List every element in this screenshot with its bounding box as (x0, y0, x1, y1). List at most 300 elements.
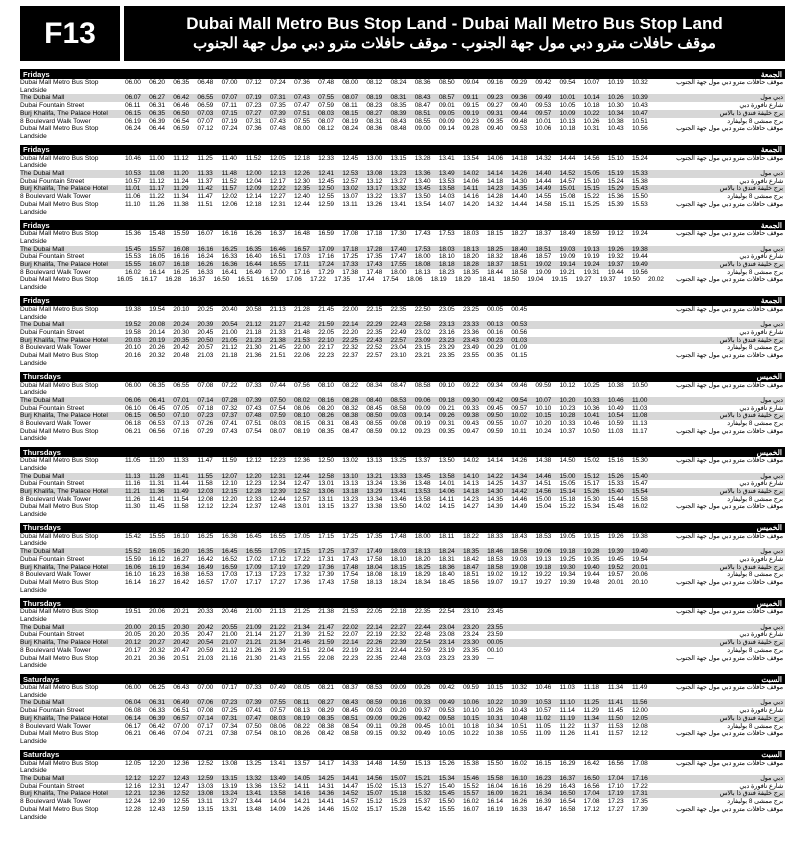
departure-time: 09.09 (414, 404, 431, 412)
departure-time: 14.44 (511, 200, 528, 208)
stop-name-arabic: شارع نافورة دبي (739, 631, 783, 639)
stop-name-arabic: دبي مول (760, 472, 783, 480)
departure-time: 06.04 (125, 699, 141, 707)
stop-row (20, 496, 785, 504)
departure-time: 17.13 (245, 571, 262, 579)
stop-row (20, 655, 785, 670)
departure-times (125, 624, 663, 632)
departure-time: 21.03 (197, 654, 214, 662)
departure-time: 07.57 (269, 707, 286, 715)
departure-time: 16.19 (149, 563, 165, 571)
departure-times (125, 185, 663, 193)
departure-times (125, 102, 663, 110)
departure-time: 16.57 (197, 578, 214, 586)
departure-time: 16.37 (559, 775, 576, 783)
departure-time: 08.19 (342, 117, 359, 125)
departure-time: 11.14 (559, 707, 575, 715)
stop-name-english: Dubai Fountain Street (20, 631, 85, 639)
stop-row (20, 775, 785, 783)
departure-time: 13.53 (438, 177, 455, 185)
departure-time: 19.34 (559, 571, 576, 579)
departure-time: 10.28 (559, 412, 576, 420)
departure-time: 07.07 (197, 117, 214, 125)
departure-time: 07.14 (197, 396, 214, 404)
stop-name-english: Dubai Fountain Street (20, 782, 85, 790)
departure-time: 09.11 (366, 722, 382, 730)
departure-time: 10.41 (583, 412, 600, 420)
departure-time: 16.02 (462, 798, 479, 806)
departure-time: 18.44 (487, 268, 503, 276)
departure-time: 18.43 (511, 532, 528, 540)
departure-time: 14.22 (487, 472, 503, 480)
departure-time: 08.43 (390, 117, 407, 125)
stop-row (20, 715, 785, 723)
departure-time: 22.44 (414, 623, 431, 631)
departure-time: 11.13 (125, 472, 141, 480)
departure-time: 19.15 (551, 276, 568, 284)
departure-time: 21.42 (293, 321, 310, 329)
departure-time: 09.37 (414, 707, 431, 715)
departure-time: 14.10 (462, 472, 479, 480)
departure-time: 17.53 (414, 245, 431, 253)
departure-time: 11.33 (173, 457, 189, 465)
stop-name-english: Burj Khalifa, The Palace Hotel (20, 336, 108, 344)
departure-time: 12.37 (245, 503, 262, 511)
departure-time: 18.00 (414, 532, 431, 540)
departure-time: 12.58 (318, 472, 334, 480)
departure-time: 08.10 (269, 730, 286, 738)
departure-time: 17.31 (631, 790, 648, 798)
departure-time: 13.15 (390, 154, 407, 162)
departure-time: 12.41 (318, 170, 334, 178)
departure-time: 12.05 (125, 759, 141, 767)
departure-time: 11.21 (125, 487, 141, 495)
departure-time: 21.52 (318, 631, 334, 639)
departure-time: 22.06 (293, 352, 310, 360)
departure-time: 07.24 (269, 79, 286, 86)
departure-time: 19.44 (607, 268, 624, 276)
departure-time: 16.50 (559, 790, 576, 798)
departure-time: 17.10 (607, 782, 624, 790)
departure-time: 07.08 (197, 707, 214, 715)
departure-times (125, 647, 663, 655)
stop-name-english: Dubai Mall Metro Bus Stop Landside (20, 79, 99, 94)
departure-time: 06.56 (149, 427, 165, 435)
departure-time: 08.31 (390, 94, 407, 102)
stop-row (20, 639, 785, 647)
departure-time: 08.47 (414, 102, 431, 110)
departure-time: 19.38 (631, 245, 648, 253)
departure-time: 17.43 (342, 555, 359, 563)
departure-time: 08.54 (342, 722, 359, 730)
stop-row (20, 428, 785, 443)
departure-time: 15.00 (535, 495, 552, 503)
departure-time: 16.26 (197, 261, 214, 269)
departure-time: 06.00 (125, 684, 141, 691)
departure-time: 17.12 (583, 805, 600, 813)
departure-time: 21.14 (245, 631, 262, 639)
departure-time: 12.47 (173, 782, 190, 790)
departure-time: 06.54 (173, 117, 190, 125)
departure-time: 13.12 (366, 177, 383, 185)
departure-time: 20.32 (149, 352, 165, 360)
departure-time: 13.50 (390, 503, 407, 511)
departure-time: 07.31 (221, 714, 238, 722)
stop-name-english: Dubai Mall Metro Bus Stop Landside (20, 200, 99, 216)
day-label-english: Fridays (23, 296, 50, 306)
departure-time: 18.40 (511, 245, 528, 253)
departure-time: 21.12 (245, 321, 262, 329)
departure-time: 23.55 (462, 352, 479, 360)
departure-time: 20.42 (173, 639, 190, 647)
departure-time: 11.12 (149, 177, 165, 185)
departure-times (125, 201, 663, 209)
route-title-block (124, 6, 785, 61)
departure-time: 23.13 (438, 321, 455, 329)
departure-time: 14.03 (438, 193, 455, 201)
stop-name-english: 8 Boulevard Walk Tower (20, 193, 91, 201)
departure-time: 13.37 (414, 457, 431, 465)
departure-time: 07.01 (173, 396, 190, 404)
departure-time: 20.25 (197, 305, 214, 313)
stop-row (20, 488, 785, 496)
departure-time: 12.47 (293, 480, 310, 488)
departure-time: 07.21 (197, 730, 214, 738)
departure-time: 11.51 (197, 200, 213, 208)
departure-time: 09.26 (414, 684, 431, 691)
departure-time: 08.06 (269, 722, 286, 730)
departure-time: 13.36 (414, 170, 431, 178)
departure-time: 10.01 (559, 94, 576, 102)
departure-time: 17.24 (318, 261, 334, 269)
stop-name-english: Dubai Mall Metro Bus Stop Landside (20, 654, 99, 670)
departure-time: 06.10 (125, 404, 141, 412)
departure-time: 08.36 (366, 125, 383, 133)
departure-time: 10.56 (631, 125, 648, 133)
departure-time: 11.05 (535, 722, 551, 730)
departure-time: 16.39 (535, 798, 552, 806)
departure-time: 00.16 (487, 328, 503, 336)
stop-name-english: Dubai Mall Metro Bus Stop Landside (20, 578, 99, 594)
departure-time: 22.49 (390, 328, 407, 336)
departure-time: 14.56 (366, 775, 383, 783)
departure-times (125, 397, 663, 405)
departure-time: 10.15 (462, 714, 479, 722)
departure-time: 13.41 (269, 759, 286, 767)
departure-time: 11.16 (125, 480, 141, 488)
departure-time: 11.08 (631, 412, 648, 420)
departure-time: 09.45 (414, 722, 431, 730)
departure-time: 09.04 (462, 79, 479, 86)
departure-time: 13.19 (221, 782, 238, 790)
departure-time: 09.38 (462, 412, 479, 420)
departure-time: 06.31 (149, 699, 165, 707)
departure-time: 16.08 (173, 245, 190, 253)
departure-time: 14.58 (535, 200, 552, 208)
departure-time: 14.56 (583, 154, 600, 162)
departure-time: 20.58 (245, 305, 262, 313)
departure-time: 11.01 (125, 185, 141, 193)
departure-time: 15.59 (173, 230, 190, 238)
departure-time: 10.59 (607, 420, 624, 428)
stop-name-arabic: موقف حافلات مترو دبي مول جهة الجنوب (676, 684, 783, 691)
departure-time: 11.00 (149, 154, 165, 162)
departure-time: 13.10 (342, 472, 359, 480)
departure-time: 11.57 (221, 185, 237, 193)
departure-time: 07.13 (173, 420, 190, 428)
departure-time: 20.47 (197, 631, 214, 639)
departure-time: 01.09 (511, 344, 528, 352)
departure-time: 11.26 (149, 200, 165, 208)
departure-time: 19.38 (631, 532, 648, 540)
departure-time: 17.02 (245, 555, 262, 563)
departure-time: 13.44 (245, 798, 262, 806)
departure-time: 13.53 (414, 487, 431, 495)
departure-time: 08.45 (366, 404, 383, 412)
departure-time: 12.10 (221, 480, 238, 488)
departure-time: 06.27 (149, 94, 165, 102)
departure-time: 16.56 (607, 759, 624, 767)
departure-time: 09.53 (511, 125, 528, 133)
departure-time: 18.37 (535, 230, 552, 238)
departure-time: 11.59 (221, 457, 237, 465)
stop-name-english: Burj Khalifa, The Palace Hotel (20, 261, 108, 269)
departure-time: 23.21 (414, 352, 431, 360)
departure-time: 16.12 (149, 555, 165, 563)
departure-time: 23.04 (390, 344, 407, 352)
departure-time: 17.19 (269, 563, 286, 571)
departure-time: 11.03 (631, 404, 648, 412)
stop-name-arabic: برج خليفة فندق ذا بالاس (719, 487, 783, 495)
departure-time: 21.21 (245, 639, 262, 647)
departure-time: 11.25 (197, 154, 213, 162)
departure-time: 06.50 (149, 412, 165, 420)
departure-time: 14.32 (487, 200, 503, 208)
departure-time: 11.31 (149, 480, 165, 488)
departure-time: 07.29 (197, 427, 214, 435)
departure-time: 13.27 (390, 177, 407, 185)
timetable-section (20, 674, 785, 746)
departure-time: 16.33 (197, 268, 214, 276)
day-label-arabic: الجمعة (760, 145, 782, 155)
departure-time: 10.26 (607, 94, 624, 102)
departure-time: 10.38 (607, 117, 624, 125)
departure-time: 06.21 (125, 427, 141, 435)
stop-name-arabic: شارع نافورة دبي (739, 102, 783, 110)
departure-time: 19.32 (607, 253, 624, 261)
day-header (20, 523, 785, 533)
departure-time: 08.45 (342, 707, 359, 715)
departure-time: 06.25 (149, 684, 165, 691)
departure-time: 09.30 (462, 396, 479, 404)
stop-name-english: Dubai Mall Metro Bus Stop Landside (20, 805, 99, 821)
departure-time: 10.01 (438, 722, 455, 730)
departure-time: 18.45 (438, 578, 455, 586)
departure-time: 15.42 (414, 805, 431, 813)
departure-time: 16.41 (221, 268, 238, 276)
departure-time: 06.53 (149, 420, 165, 428)
stop-row (20, 790, 785, 798)
departure-time: 13.18 (342, 487, 359, 495)
departure-time: 16.40 (245, 253, 262, 261)
departure-time: 15.55 (149, 532, 165, 540)
departure-time: 21.27 (269, 321, 286, 329)
departure-time: 17.48 (342, 563, 359, 571)
departure-time: 22.35 (366, 654, 383, 662)
stop-name-english: 8 Boulevard Walk Tower (20, 420, 91, 428)
departure-time: 17.17 (245, 578, 262, 586)
departure-time: 13.27 (342, 503, 359, 511)
departure-time: 19.30 (559, 563, 576, 571)
departure-time: 15.38 (462, 759, 479, 767)
departure-time: 21.59 (318, 321, 334, 329)
departure-time: 14.02 (462, 457, 479, 465)
departure-time: 11.34 (583, 714, 599, 722)
departure-time: 14.23 (487, 185, 503, 193)
departure-time: 09.16 (487, 79, 503, 86)
departure-time: 10.33 (559, 420, 576, 428)
departure-time: 11.45 (149, 503, 165, 511)
departure-time: 08.26 (293, 730, 310, 738)
stop-name-arabic: موقف حافلات مترو دبي مول جهة الجنوب (676, 532, 783, 540)
departure-time: 10.18 (583, 102, 600, 110)
departure-time: 07.56 (293, 381, 310, 389)
departure-time: 14.46 (318, 805, 334, 813)
stop-name-english: Dubai Mall Metro Bus Stop Landside (20, 305, 99, 321)
departure-time: 11.10 (559, 699, 575, 707)
departure-time: 23.36 (462, 328, 479, 336)
departure-time: 12.24 (221, 503, 238, 511)
departure-time: 22.57 (390, 336, 407, 344)
departure-time: 14.26 (511, 170, 528, 178)
departure-time: 16.27 (149, 578, 165, 586)
route-title-english: Dubai Mall Metro Bus Stop Land - Dubai Mall Metro Bus Stop Land (186, 13, 723, 33)
departure-time: 17.43 (414, 230, 431, 238)
departure-time: 20.33 (197, 608, 214, 616)
stop-name-english: Burj Khalifa, The Palace Hotel (20, 412, 108, 420)
departure-time: 11.08 (149, 170, 165, 178)
departure-time: 08.12 (318, 125, 334, 133)
departure-time: 10.50 (631, 381, 648, 389)
stop-name-english: Dubai Mall Metro Bus Stop Landside (20, 381, 99, 397)
stop-row (20, 608, 785, 623)
departure-time: 10.55 (511, 730, 528, 738)
departure-time: 16.47 (535, 805, 552, 813)
departure-time: 19.52 (607, 563, 624, 571)
departure-times (125, 420, 663, 428)
departure-time: 06.11 (125, 102, 141, 110)
stop-name-arabic: دبي مول (760, 170, 783, 178)
departure-time: 09.43 (462, 420, 479, 428)
departure-time: 11.26 (125, 495, 141, 503)
departure-time: 19.49 (631, 548, 648, 556)
departure-time: 12.27 (269, 193, 286, 201)
departure-time: 09.33 (414, 699, 431, 707)
departure-time: 14.34 (511, 472, 528, 480)
departure-time: 07.48 (318, 79, 334, 86)
departure-time: 17.18 (366, 230, 383, 238)
stop-name-english: Dubai Fountain Street (20, 253, 85, 261)
departure-time: 18.19 (430, 276, 447, 284)
departure-time: 09.57 (535, 109, 552, 117)
stop-name-arabic: موقف حافلات مترو دبي مول جهة الجنوب (676, 79, 783, 86)
departure-time: 11.41 (607, 699, 624, 707)
departure-time: 08.06 (293, 404, 310, 412)
day-label-arabic: الجمعة (760, 296, 782, 306)
departure-time: 07.32 (221, 404, 238, 412)
departure-time: 18.33 (487, 532, 503, 540)
departure-time: 07.15 (221, 109, 238, 117)
departure-time: 19.05 (559, 532, 576, 540)
departure-time: 16.59 (221, 563, 238, 571)
departure-time: 21.38 (269, 336, 286, 344)
departure-time: 17.53 (438, 230, 455, 238)
departure-time: 15.19 (607, 170, 624, 178)
departure-time: 06.35 (173, 79, 190, 86)
stop-row (20, 201, 785, 216)
departure-time: 14.50 (559, 457, 576, 465)
departure-time: 14.40 (535, 170, 552, 178)
departure-time: 23.14 (438, 639, 455, 647)
departure-time: 12.36 (173, 759, 190, 767)
departure-time: 16.45 (245, 532, 262, 540)
departure-time: 22.14 (342, 321, 359, 329)
departure-time: 15.53 (631, 200, 648, 208)
departure-time: 19.54 (149, 305, 165, 313)
departure-time: 08.03 (318, 109, 334, 117)
departure-time: 14.16 (293, 790, 310, 798)
departure-time: 07.43 (293, 94, 310, 102)
departure-time: 11.58 (197, 480, 213, 488)
departure-time: 18.49 (559, 230, 576, 238)
stop-name-english: Dubai Mall Metro Bus Stop Landside (20, 125, 99, 140)
departure-time: 18.58 (487, 563, 503, 571)
departure-time: 15.24 (607, 177, 624, 185)
departure-time: 17.29 (318, 268, 334, 276)
departure-time: 10.06 (535, 125, 552, 133)
departure-time: 16.34 (535, 790, 552, 798)
departure-time: 06.24 (125, 125, 141, 133)
departure-time: 16.42 (583, 759, 600, 767)
departure-time: 23.59 (487, 631, 503, 639)
departure-time: 11.49 (631, 684, 648, 691)
timetable-section (20, 447, 785, 519)
stop-name-arabic: شارع نافورة دبي (739, 707, 783, 715)
departure-time: 17.27 (269, 578, 286, 586)
departure-time: 11.41 (173, 472, 189, 480)
stop-row (20, 579, 785, 594)
departure-time: 07.33 (245, 684, 262, 691)
departure-time: 08.59 (366, 427, 383, 435)
departure-time: 21.12 (221, 344, 238, 352)
departure-time: 09.14 (414, 412, 431, 420)
departure-time: 11.33 (197, 170, 213, 178)
departure-time: 14.56 (535, 487, 552, 495)
departure-time: 14.20 (462, 200, 479, 208)
departure-time: 08.24 (390, 79, 407, 86)
departure-time: 13.38 (366, 503, 383, 511)
departure-time: 22.32 (342, 344, 359, 352)
departure-time: 16.35 (245, 245, 262, 253)
departure-time: 09.19 (414, 420, 431, 428)
departure-time: 22.05 (318, 328, 334, 336)
departure-time: 15.45 (125, 245, 141, 253)
stop-row (20, 783, 785, 791)
departure-time: 10.46 (607, 396, 624, 404)
departure-time: 09.23 (487, 94, 503, 102)
departure-time: 07.54 (269, 404, 286, 412)
departure-time: 12.15 (221, 487, 238, 495)
